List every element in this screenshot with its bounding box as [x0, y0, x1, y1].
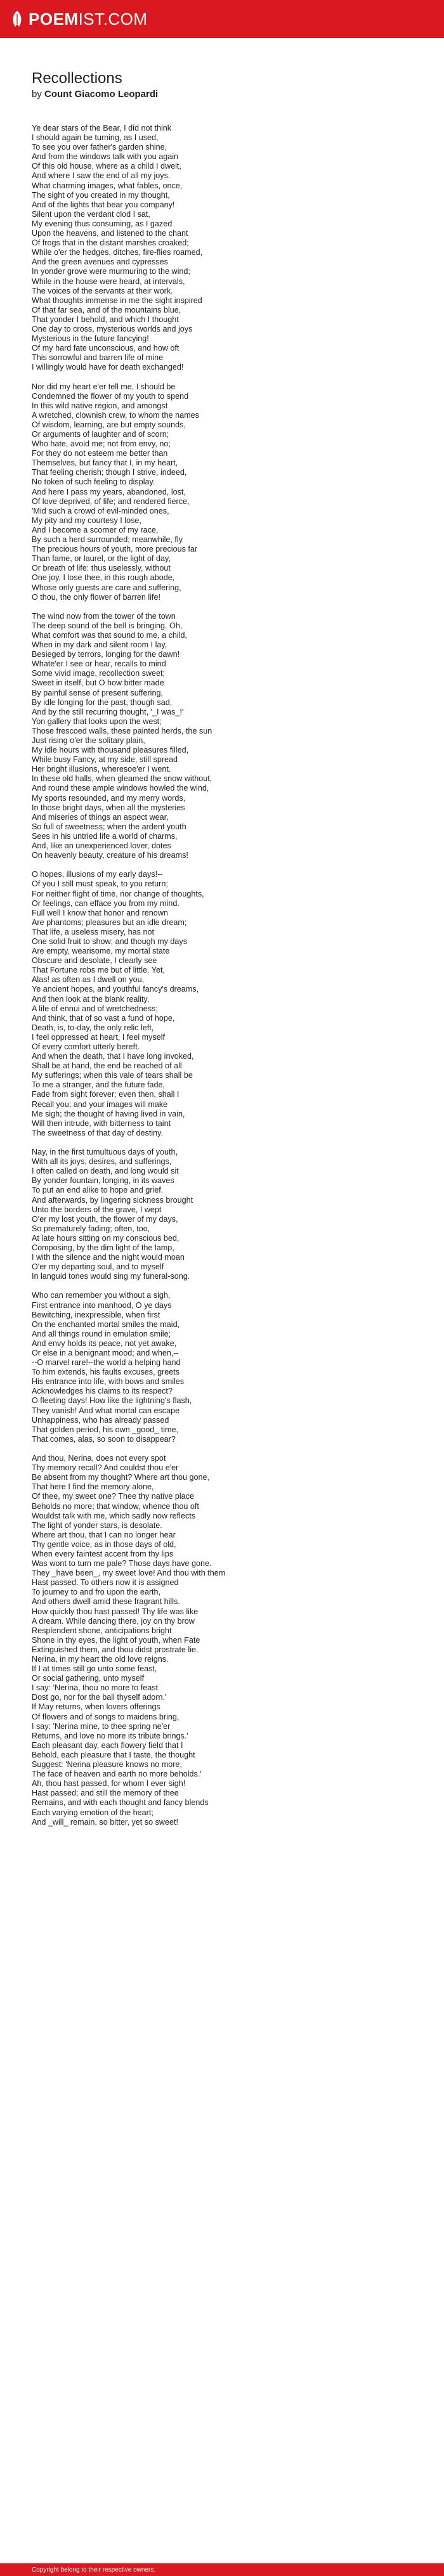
poem-line: In this wild native region, and amongst	[32, 401, 168, 410]
poem-line: Whate'er I see or hear, recalls to mind	[32, 659, 166, 669]
poem-line: Be absent from my thought? Where art thou gone,	[32, 1473, 210, 1482]
poem-line: And, like an unexperienced lover, dotes	[32, 841, 171, 851]
poem-line: The light of yonder stars, is desolate.	[32, 1520, 162, 1530]
stanza	[32, 124, 412, 372]
poem-body	[32, 124, 412, 1827]
poem-line: Mysterious in the future fancying!	[32, 334, 149, 344]
poem-line: That here I find the memory alone,	[32, 1482, 154, 1492]
poem-line: Wouldst talk with me, which sadly now reflects	[32, 1511, 196, 1520]
site-logo[interactable]	[10, 10, 148, 29]
poem-line: I with the silence and the night would moan	[32, 1253, 185, 1262]
poem-line: Nerina, in my heart the old love reigns.	[32, 1655, 169, 1664]
site-header	[0, 0, 444, 38]
poem-line: Than fame, or laurel, or the light of day,	[32, 554, 171, 564]
poem-line: Whose only guests are care and suffering,	[32, 583, 181, 592]
poem-line: That golden period, his own _good_ time,	[32, 1425, 179, 1434]
poem-line: Or breath of life: thus uselessly, without	[32, 564, 171, 573]
poem-line: With all its joys, desires, and sufferings,	[32, 1157, 172, 1167]
poem-line: That life, a useless misery, has not	[32, 927, 154, 936]
poem-line: Of wisdom, learning, are but empty sounds,	[32, 420, 186, 429]
poem-line: Each varying emotion of the heart;	[32, 1808, 153, 1817]
poem-line: 'Mid such a crowd of evil-minded ones,	[32, 506, 169, 515]
poem-line: By idle longing for the past, though sad,	[32, 697, 173, 707]
poem-line: Hast passed. To others now it is assigned	[32, 1578, 179, 1588]
poem-line: And by the still recurring thought, '_I was_!'	[32, 707, 184, 716]
poem-line: Hast passed; and still the memory of thee	[32, 1789, 179, 1798]
poem-line: Ye ancient hopes, and youthful fancy's dreams,	[32, 985, 199, 994]
poem-line: My pity and my courtesy I lose,	[32, 515, 141, 525]
poem-line: In yonder grove were murmuring to the wind;	[32, 267, 190, 276]
poem-line: This sorrowful and barren life of mine	[32, 353, 164, 363]
poem-line: On heavenly beauty, creature of his dreams!	[32, 851, 188, 860]
poem-line: Of my hard fate unconscious, and how oft	[32, 344, 180, 353]
poem-line: And afterwards, by lingering sickness brought	[32, 1195, 193, 1205]
poem-line: Will then intrude, with bitterness to taint	[32, 1118, 171, 1128]
poem-line: For neither flight of time, nor change of thoughts,	[32, 889, 204, 898]
stanza	[32, 612, 412, 860]
poem-line: Remains, and with each thought and fancy blends	[32, 1798, 209, 1808]
poem-line: Ah, thou hast passed, for whom I ever sigh!	[32, 1779, 186, 1789]
poem-line: And of the lights that bear you company!	[32, 200, 175, 209]
poem-line: Of you I still must speak, to you return;	[32, 879, 168, 889]
poem-line: And where I saw the end of all my joys.	[32, 171, 171, 181]
poem-line: They _have been_, my sweet love! And thou with them	[32, 1569, 226, 1578]
poem-line: By yonder fountain, longing, in its waves	[32, 1176, 174, 1186]
poem-line: What comfort was that sound to me, a child,	[32, 630, 187, 640]
poem-line: Unto the borders of the grave, I wept	[32, 1205, 162, 1214]
poem-line: And others dwell amid these fragrant hills.	[32, 1597, 180, 1607]
poem-line: And think, that of so vast a fund of hope,	[32, 1013, 175, 1023]
poem-line: To put an end alike to hope and grief.	[32, 1186, 164, 1195]
poem-line: In those bright days, when all the mysteries	[32, 803, 185, 812]
poem-line: And the green avenues and cypresses	[32, 257, 168, 267]
poem-line: Extinguished them, and thou didst prostrate lie.	[32, 1645, 199, 1654]
poem-line: A life of ennui and of wretchedness;	[32, 1004, 158, 1013]
poem-line: Composing, by the dim light of the lamp,	[32, 1243, 174, 1252]
poem-line: Of that far sea, and of the mountains blue,	[32, 305, 181, 314]
poem-line: Besieged by terrors, longing for the dawn!	[32, 650, 180, 659]
poem-line: O'er my lost youth, the flower of my days,	[32, 1214, 178, 1224]
poem-line: Ye dear stars of the Bear, I did not think	[32, 124, 172, 133]
poem-line: To journey to and fro upon the earth,	[32, 1588, 161, 1597]
poem-line: And round these ample windows howled the wind,	[32, 784, 209, 793]
poem-line: Just rising o'er the solitary plain,	[32, 736, 145, 745]
stanza	[32, 870, 412, 1138]
poem-line: In languid tones would sing my funeral-song.	[32, 1272, 190, 1281]
poem-line: And from the windows talk with you again	[32, 152, 179, 162]
quill-logo-icon	[10, 10, 25, 28]
poem-line: Or else in a benignant mood; and when,--	[32, 1349, 179, 1357]
poem-line: While o'er the hedges, ditches, fire-flies roamed,	[32, 248, 203, 257]
poem-line: And thou, Nerina, does not every spot	[32, 1454, 166, 1463]
poem-line: When in my dark and silent room I lay,	[32, 640, 167, 650]
poem-line: Behold, each pleasure that I taste, the thought	[32, 1750, 195, 1759]
poem-line: To me a stranger, and the future fade,	[32, 1080, 166, 1090]
poem-line: Acknowledges his claims to its respect?	[32, 1387, 173, 1396]
poem-line: My idle hours with thousand pleasures filled,	[32, 746, 189, 755]
poem-line: Bewitching, inexpressible, when first	[32, 1310, 160, 1319]
poem-line: Fade from sight forever; even then, shall I	[32, 1090, 180, 1099]
poem-line: I say: 'Nerina mine, to thee spring ne'er	[32, 1721, 171, 1731]
poem-line: Each pleasant day, each flowery field that I	[32, 1740, 183, 1750]
poem-line: Me sigh; the thought of having lived in vain,	[32, 1109, 185, 1118]
poem-line: No token of such feeling to display.	[32, 477, 155, 487]
poem-line: I often called on death, and long would sit	[32, 1167, 179, 1176]
poem-line: And when the death, that I have long invoked,	[32, 1052, 194, 1061]
poem-content	[0, 38, 444, 1827]
poem-line: And I become a scorner of my race,	[32, 525, 159, 534]
poem-line: What thoughts immense in me the sight inspired	[32, 295, 202, 305]
poem-line: Of this old house, where as a child I dwelt,	[32, 162, 181, 171]
poem-line: My sports resounded, and my merry words,	[32, 793, 186, 803]
poem-line: Upon the heavens, and listened to the chant	[32, 229, 188, 238]
poem-line: By such a herd surrounded; meanwhile, fly	[32, 535, 183, 545]
poem-line: Thy memory recall? And couldst thou e'er	[32, 1463, 179, 1473]
poem-line: Dost go, nor for the ball thyself adorn.'	[32, 1693, 167, 1702]
poem-line: Nor did my heart e'er tell me, I should be	[32, 382, 176, 391]
poem-line: Or social gathering, unto myself	[32, 1674, 145, 1683]
poem-line: Obscure and desolate, I clearly see	[32, 956, 157, 966]
poem-line: Condemned the flower of my youth to spend	[32, 391, 189, 401]
poem-line: Was wont to turn me pale? Those days have gone.	[32, 1559, 212, 1569]
poem-line: Beholds no more; that window, whence thou oft	[32, 1501, 199, 1511]
poem-line: Or arguments of laughter and of scorn;	[32, 430, 169, 439]
poem-line: I willingly would have for death exchanged!	[32, 363, 184, 372]
poem-line: Thy gentle voice, as in those days of old,	[32, 1539, 176, 1549]
poem-line: In these old halls, when gleamed the snow without,	[32, 774, 212, 784]
poem-line: Death, is, to-day, the only relic left,	[32, 1023, 154, 1032]
poem-line: O thou, the only flower of barren life!	[32, 592, 161, 602]
poem-line: Nay, in the first tumultuous days of youth,	[32, 1148, 178, 1157]
poem-line: The voices of the servants at their work.	[32, 286, 173, 295]
poem-line: One joy, I lose thee, in this rough abode,	[32, 573, 175, 583]
poem-line: The deep sound of the bell is bringing. Oh,	[32, 621, 183, 630]
poem-line: Of frogs that in the distant marshes croaked;	[32, 238, 189, 248]
poem-line: The face of heaven and earth no more beholds.'	[32, 1770, 202, 1779]
stanza	[32, 1291, 412, 1444]
poem-line: Silent upon the verdant clod I sat,	[32, 209, 150, 219]
poem-line: Of every comfort utterly bereft.	[32, 1042, 140, 1051]
poem-line: The sweetness of that day of destiny.	[32, 1128, 163, 1137]
poem-line: The precious hours of youth, more precious far	[32, 545, 198, 554]
poem-line: What charming images, what fables, once,	[32, 181, 183, 190]
poem-line: And miseries of things an aspect wear,	[32, 812, 169, 822]
poem-line: And here I pass my years, abandoned, lost,	[32, 487, 186, 496]
stanza	[32, 382, 412, 602]
poem-line: How quickly thou hast passed! Thy life was like	[32, 1607, 199, 1616]
poem-line: One solid fruit to show; and though my days	[32, 936, 188, 946]
poem-line: Or feelings, can efface you from my mind.	[32, 898, 180, 908]
poem-line: If May returns, when lovers offerings	[32, 1702, 160, 1712]
poem-line: To see you over father's garden shine,	[32, 143, 167, 152]
poem-line: One day to cross, mysterious worlds and joys	[32, 324, 193, 333]
poem-line: My sufferings; when this vale of tears shall be	[32, 1071, 193, 1080]
poem-line: And then look at the blank reality,	[32, 994, 150, 1004]
poem-line: When every faintest accent from thy lips	[32, 1549, 174, 1558]
poem-line: While in the house were heard, at intervals,	[32, 276, 185, 286]
poem-line: Of thee, my sweet one? Thee thy native place	[32, 1492, 194, 1501]
poem-line: To him extends, his faults excuses, greets	[32, 1368, 180, 1377]
poem-line: And envy holds its peace, not yet awake,	[32, 1338, 177, 1348]
poem-line: Resplendent shone, anticipations bright	[32, 1626, 172, 1635]
poem-line: So full of sweetness; when the ardent youth	[32, 822, 186, 831]
poem-line: A wretched, clownish crew, to whom the names	[32, 410, 199, 420]
poem-line: And all things round in emulation smile;	[32, 1329, 171, 1338]
poem-line: At late hours sitting on my conscious bed,	[32, 1233, 180, 1243]
author-name[interactable]: Count Giacomo Leopardi	[44, 89, 159, 100]
stanza	[32, 1148, 412, 1281]
poem-line: And _will_ remain, so bitter, yet so sweet!	[32, 1817, 178, 1827]
poem-line: His entrance into life, with bows and smiles	[32, 1377, 185, 1387]
poem-title: Recollections	[32, 70, 122, 87]
poem-line: I say: 'Nerina, thou no more to feast	[32, 1683, 159, 1693]
poem-line: A dream. While dancing there, joy on thy brow	[32, 1616, 195, 1626]
poem-line: O fleeting days! How like the lightning's flash,	[32, 1396, 192, 1406]
poem-line: Yon gallery that looks upon the west;	[32, 716, 162, 726]
poem-line: Who hate, avoid me; not from envy, no;	[32, 439, 171, 449]
poem-line: Of love deprived, of life; and rendered fierce,	[32, 496, 190, 506]
poem-line: Recall you; and your images will make	[32, 1099, 168, 1109]
poem-line: Shone in thy eyes, the light of youth, when Fate	[32, 1635, 200, 1645]
poem-line: Shall be at hand, the end be reached of all	[32, 1061, 182, 1071]
poem-line: That feeling cherish; though I strive, indeed,	[32, 468, 187, 477]
poem-line: Where art thou, that I can no longer hear	[32, 1530, 176, 1539]
poem-line: O hopes, illusions of my early days!--	[32, 870, 163, 879]
poem-line: I should again be turning, as I used,	[32, 133, 159, 143]
site-logo-text: POEMIST.COM	[29, 9, 148, 29]
poem-line: Are empty, wearisome, my mortal state	[32, 947, 170, 956]
copyright-notice: Copyright belong to their respective owners.	[32, 2566, 156, 2573]
poem-line: The wind now from the tower of the town	[32, 611, 176, 621]
poem-line: By painful sense of present suffering,	[32, 688, 163, 697]
poem-line: Who can remember you without a sigh,	[32, 1291, 171, 1300]
poem-line: O'er my departing soul, and to myself	[32, 1262, 164, 1272]
poem-line: Are phantoms; pleasures but an idle dream;	[32, 917, 187, 927]
poem-line: Sees in his untried life a world of charms,	[32, 831, 178, 841]
poem-line: For they do not esteem me better than	[32, 449, 168, 458]
poem-line: Returns, and love no more its tribute brings.'	[32, 1731, 188, 1740]
poem-line: They vanish! And what mortal can escape	[32, 1406, 180, 1415]
site-footer	[0, 2563, 444, 2576]
poem-line: That yonder I behold, and which I thought	[32, 314, 179, 324]
poem-line: So prematurely fading; often, too,	[32, 1224, 150, 1233]
poem-line: First entrance into manhood, O ye days	[32, 1300, 172, 1310]
poem-line: Suggest: 'Nerina pleasure knows no more,	[32, 1760, 182, 1770]
poem-line: Those frescoed walls, these painted herds, the sun	[32, 726, 212, 735]
poem-line: Of flowers and of songs to maidens bring,	[32, 1712, 180, 1721]
poem-line: --O marvel rare!--the world a helping hand	[32, 1358, 181, 1368]
poem-line: That comes, alas, so soon to disappear?	[32, 1434, 176, 1444]
poem-line: Sweet in itself, but O how bitter made	[32, 678, 164, 688]
poem-line: I feel oppressed at heart, I feel myself	[32, 1032, 166, 1042]
stanza	[32, 1454, 412, 1827]
poem-line: If I at times still go unto some feast,	[32, 1664, 157, 1674]
poem-line: Her bright illusions, wheresoe'er I went.	[32, 765, 171, 774]
poem-line: Unhappiness, who has already passed	[32, 1415, 169, 1425]
poem-line: On the enchanted mortal smiles the maid,	[32, 1319, 180, 1329]
poem-line: Some vivid image, recollection sweet;	[32, 669, 165, 678]
poem-line: While busy Fancy, at my side, still spread	[32, 755, 178, 765]
poem-line: My evening thus consuming, as I gazed	[32, 219, 173, 228]
poem-line: Alas! as often as I dwell on you,	[32, 975, 145, 985]
poem-line: That Fortune robs me but of little. Yet,	[32, 966, 166, 975]
poem-byline: by Count Giacomo Leopardi	[32, 89, 159, 100]
poem-line: Full well I know that honor and renown	[32, 908, 168, 917]
poem-line: The sight of you created in my thought,	[32, 190, 170, 200]
poem-line: Themselves, but fancy that I, in my heart,	[32, 458, 178, 468]
